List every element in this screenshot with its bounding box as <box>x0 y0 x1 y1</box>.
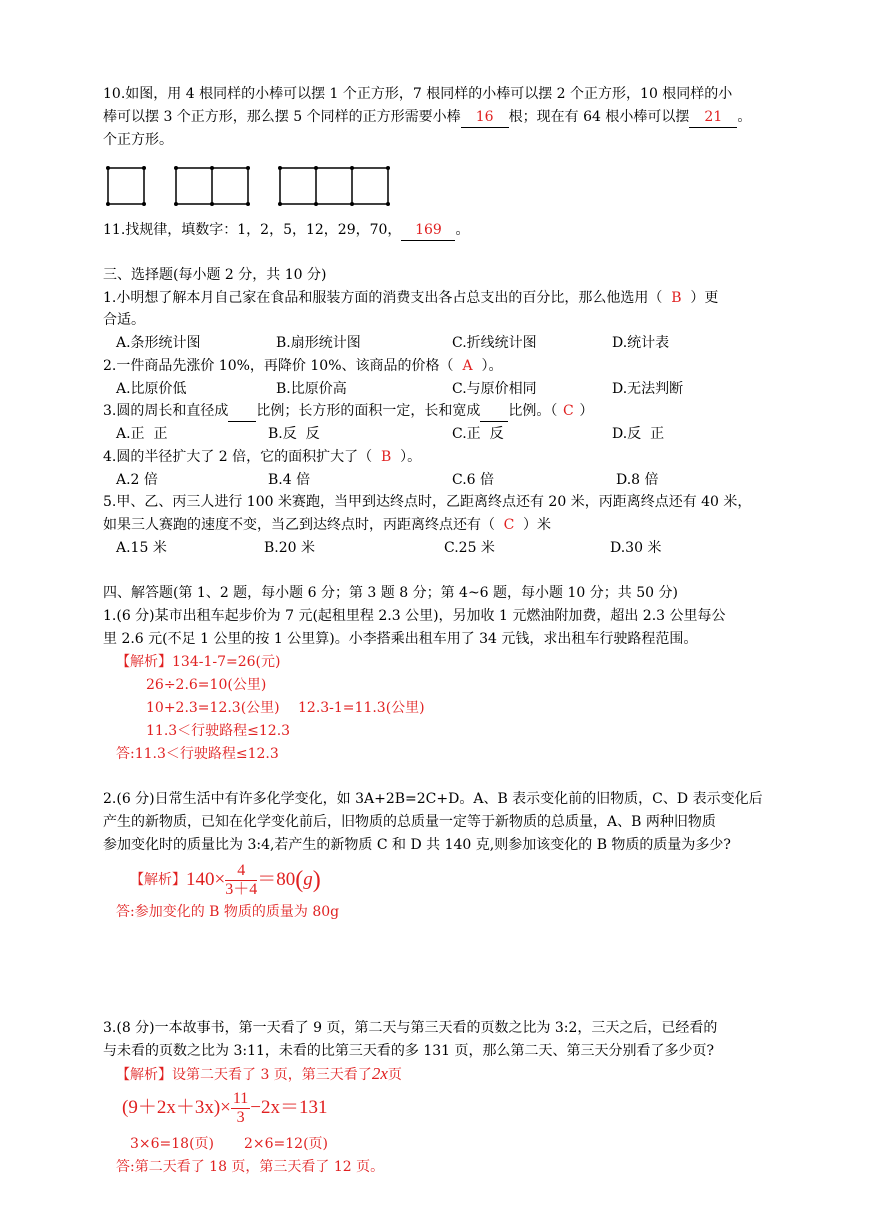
s4-p2-line1: 2.(6 分)日常生活中有许多化学变化，如 3A+2B=2C+D。A、B 表示变化前的旧物质，C、D 表示变化后 <box>103 791 763 807</box>
s4-p3-setup-text: 设第二天看了 3 页，第三天看了 <box>172 1067 372 1083</box>
s4-p3-setup-variable: 2x <box>371 1064 388 1083</box>
q11-end: 。 <box>455 222 470 238</box>
q10-answer-2: 21 <box>704 109 723 125</box>
s3-q2-line <box>103 356 503 376</box>
section3-title: 三、选择题(每小题 2 分，共 10 分) <box>103 267 327 283</box>
s3-q4-option-a: A.2 倍 <box>116 472 158 488</box>
s4-p3-solution-line <box>116 1064 402 1085</box>
s3-q4-answer: B <box>381 449 392 465</box>
s4-p2-fraction-denominator: 3＋4 <box>225 880 258 898</box>
s3-q2-option-d: D.无法判断 <box>612 381 684 397</box>
s3-q1-option-c: C.折线统计图 <box>452 335 537 351</box>
q11-answer: 169 <box>415 222 442 238</box>
s4-p2-fraction <box>225 862 257 899</box>
s4-p3-equation-suffix: −2x＝131 <box>250 1097 328 1118</box>
s3-q5-text-b: ）米 <box>523 517 551 533</box>
q10-text-c: 。 <box>737 109 752 125</box>
s3-q3-blank-2 <box>480 401 508 422</box>
s3-q5-option-c: C.25 米 <box>444 540 495 556</box>
s3-q1-option-d: D.统计表 <box>612 335 670 351</box>
q10-text-a: 棒可以摆 3 个正方形，那么摆 5 个同样的正方形需要小棒 <box>103 109 461 125</box>
q11-text: 11.找规律，填数字：1，2，5，12，29，70， <box>103 222 402 238</box>
s3-q5-line1: 5.甲、乙、丙三人进行 100 米赛跑，当甲到达终点时，乙距离终点还有 20 米，丙距离终点还有 40 米， <box>103 494 752 510</box>
s3-q1-text-b: ）更 <box>690 290 719 306</box>
s3-q2-text: 2.一件商品先涨价 10%，再降价 10%、该商品的价格（ <box>103 358 454 374</box>
s3-q1-option-a: A.条形统计图 <box>116 335 201 351</box>
s4-p3-solution-tag: 【解析】 <box>116 1067 172 1083</box>
s4-p2-formula-result: ＝80 <box>257 869 296 890</box>
s3-q4-option-c: C.6 倍 <box>452 472 495 488</box>
s4-p3-fraction-numerator: 11 <box>232 1089 249 1107</box>
s3-q3-answer: C <box>563 403 574 419</box>
s3-q3-text-b: 比例；长方形的面积一定，长和宽成 <box>256 403 481 419</box>
s4-p2-line3: 参加变化时的质量比为 3:4,若产生的新物质 C 和 D 共 140 克,则参加该变化的 B 物质的质量为多少? <box>103 837 731 853</box>
s3-q3-blank-1 <box>228 401 256 422</box>
s4-p3-line1: 3.(8 分)一本故事书，第一天看了 9 页，第二天与第三天看的页数之比为 3:2，三天之后，已经看的 <box>103 1020 718 1036</box>
s4-p1-line2: 里 2.6 元(不足 1 公里的按 1 公里算)。小李搭乘出租车用了 34 元钱，求出租车行驶路程范围。 <box>103 631 698 647</box>
q10-blank-2 <box>689 107 737 128</box>
s4-p2-formula-prefix: 140× <box>186 869 226 890</box>
s4-p3-equation <box>122 1086 328 1130</box>
s3-q3-text-c: 比例。（ <box>508 403 558 419</box>
s4-p3-answer: 答:第二天看了 18 页，第三天看了 12 页。 <box>116 1159 385 1175</box>
s4-p3-equation-prefix: (9＋2x＋3x)× <box>122 1097 231 1118</box>
s3-q3-text-d: ） <box>579 403 594 419</box>
q10-line2 <box>103 107 751 128</box>
s3-q3-option-c: C.正 反 <box>452 426 504 442</box>
s3-q4-option-d: D.8 倍 <box>616 472 659 488</box>
s3-q5-line2 <box>103 515 551 535</box>
s3-q3-option-d: D.反 正 <box>612 426 665 442</box>
s3-q5-option-b: B.20 米 <box>264 540 316 556</box>
q10-blank-1 <box>461 107 509 128</box>
s3-q2-option-c: C.与原价相同 <box>452 381 537 397</box>
s3-q4-text: 4.圆的半径扩大了 2 倍，它的面积扩大了（ <box>103 449 373 465</box>
matchstick-squares-figure <box>100 160 400 210</box>
s3-q4-text-b: ）。 <box>400 449 422 465</box>
s3-q5-answer: C <box>503 517 515 533</box>
s3-q5-option-a: A.15 米 <box>116 540 167 556</box>
s3-q2-option-b: B.比原价高 <box>276 381 347 397</box>
s4-p1-step1-text: 134-1-7=26(元) <box>172 654 281 670</box>
q10-line1: 10.如图，用 4 根同样的小棒可以摆 1 个正方形，7 根同样的小棒可以摆 2 个正方形，10 根同样的小 <box>103 86 733 102</box>
s4-p1-answer: 答:11.3＜行驶路程≤12.3 <box>116 746 279 762</box>
s3-q2-answer: A <box>462 358 473 374</box>
square-figure-1 <box>108 168 144 204</box>
s4-p3-fraction <box>231 1090 250 1127</box>
s4-p3-setup-end: 页 <box>387 1067 402 1083</box>
s3-q3-option-b: B.反 反 <box>268 426 320 442</box>
s3-q1-line2: 合适。 <box>103 312 145 328</box>
s4-p1-solution-tag: 【解析】 <box>116 654 172 670</box>
s4-p3-line2: 与未看的页数之比为 3:11，未看的比第三天看的多 131 页，那么第二天、第三天分别看了多少页? <box>103 1043 715 1059</box>
s3-q3-text: 3.圆的周长和直径成 <box>103 403 229 419</box>
square-figure-3 <box>280 168 388 204</box>
s4-p3-fraction-denominator: 3 <box>236 1108 245 1126</box>
s4-p1-solution-step2: 26÷2.6=10(公里) <box>146 677 267 693</box>
q10-answer-1: 16 <box>475 109 494 125</box>
s4-p2-solution-tag: 【解析】 <box>130 872 186 888</box>
s4-p2-line2: 产生的新物质，已知在化学变化前后，旧物质的总质量一定等于新物质的总质量，A、B 两种旧物质 <box>103 814 716 830</box>
s3-q5-option-d: D.30 米 <box>610 540 662 556</box>
s4-p1-solution-step3a: 10+2.3=12.3(公里) <box>146 700 280 716</box>
s3-q1-line1 <box>103 288 718 308</box>
s3-q3-line <box>103 401 593 422</box>
s3-q5-text: 如果三人赛跑的速度不变，当乙到达终点时，丙距离终点还有（ <box>103 517 495 533</box>
s4-p2-answer: 答:参加变化的 B 物质的质量为 80g <box>116 904 340 920</box>
s3-q4-line <box>103 447 421 467</box>
s4-p1-line1: 1.(6 分)某市出租车起步价为 7 元(起租里程 2.3 公里)，另加收 1 元燃油附加费，超出 2.3 公里每公 <box>103 608 726 624</box>
s4-p1-solution-step1 <box>116 652 280 672</box>
s4-p1-solution-step4: 11.3＜行驶路程≤12.3 <box>146 723 291 739</box>
q11-blank <box>401 220 455 241</box>
q10-text-b: 根；现在有 64 根小棒可以摆 <box>508 109 690 125</box>
s3-q3-option-a: A.正 正 <box>116 426 168 442</box>
s3-q1-option-b: B.扇形统计图 <box>276 335 361 351</box>
s4-p3-calc2: 2×6=12(页) <box>244 1136 329 1152</box>
s3-q2-text-b: ）。 <box>481 358 503 374</box>
s3-q4-option-b: B.4 倍 <box>268 472 311 488</box>
s3-q1-answer: B <box>671 290 682 306</box>
s4-p2-fraction-numerator: 4 <box>225 862 257 881</box>
q11-line <box>103 220 469 241</box>
s3-q1-text: 1.小明想了解本月自己家在食品和服装方面的消费支出各占总支出的百分比，那么他选用（ <box>103 290 663 306</box>
s4-p2-solution: 【解析】140× $\frac{4}{3+4}$ ＝80(g) <box>130 861 321 898</box>
s4-p1-solution-step3b: 12.3-1=11.3(公里) <box>298 700 425 716</box>
square-figure-2 <box>176 168 248 204</box>
q10-line3: 个正方形。 <box>103 132 173 148</box>
s3-q2-option-a: A.比原价低 <box>116 381 187 397</box>
s4-p3-calc1: 3×6=18(页) <box>130 1136 215 1152</box>
s4-p2-formula-unit: g <box>303 869 313 890</box>
section4-title: 四、解答题(第 1、2 题，每小题 6 分；第 3 题 8 分；第 4~6 题，每小题 10 分；共 50 分) <box>103 585 678 601</box>
